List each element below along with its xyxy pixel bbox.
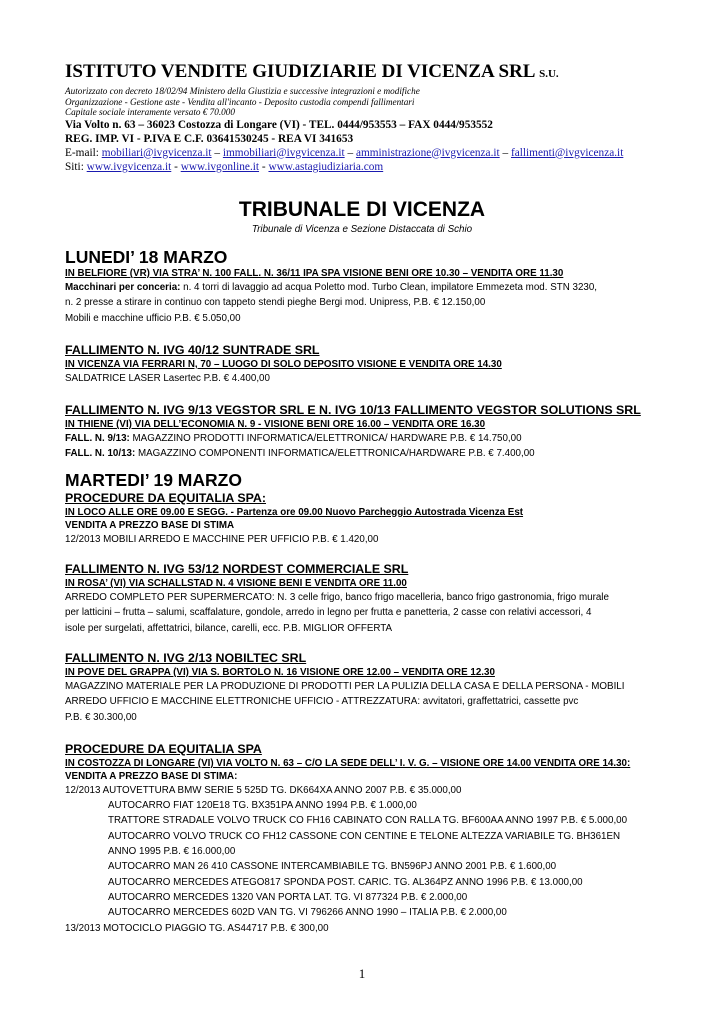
- item-text: MAGAZZINO PRODOTTI INFORMATICA/ELETTRONICA/ HARDWARE P.B. € 14.750,00: [129, 433, 522, 445]
- section-suntrade: [65, 342, 677, 386]
- separator: –: [499, 146, 511, 159]
- registry-line: REG. IMP. VI - P.IVA E C.F. 03641530245 - REA VI 341653: [65, 132, 354, 145]
- section-location: IN POVE DEL GRAPPA (VI) VIA S. BORTOLO N. 16 VISIONE ORE 12.00 – VENDITA ORE 12.30: [65, 666, 495, 678]
- company-title: ISTITUTO VENDITE GIUDIZIARIE DI VICENZA SRL: [65, 61, 535, 82]
- section-line: per latticini – frutta – salumi, scaffalature, gondole, arredo in legno per frutta e panetteria, 2 casse con relativi accessori, 4: [65, 607, 592, 619]
- section-line: ARREDO COMPLETO PER SUPERMERCATO: N. 3 celle frigo, banco frigo macelleria, banco frigo gastronomia, frigo murale: [65, 592, 609, 604]
- spacer: [65, 547, 677, 561]
- section-belfiore: [65, 267, 677, 326]
- spacer: [65, 636, 677, 650]
- list-item: 12/2013 AUTOVETTURA BMW SERIE 5 525D TG. DK664XA ANNO 2007 P.B. € 35.000,00: [65, 784, 462, 796]
- section-location: IN COSTOZZA DI LONGARE (VI) VIA VOLTO N. 63 – C/O LA SEDE DELL’ I. V. G. – VISIONE ORE 14.00 VENDITA ORE 14.30:: [65, 757, 631, 769]
- activities-line: Organizzazione - Gestione aste - Vendita all'incanto - Deposito custodia compendi fallimentari: [65, 96, 415, 107]
- separator: –: [344, 146, 356, 159]
- company-name: [65, 60, 685, 86]
- court-subtitle: Tribunale di Vicenza e Sezione Distaccata di Schio: [251, 224, 473, 235]
- email-link-immobiliari[interactable]: immobiliari@ivgvicenza.it: [222, 146, 345, 159]
- item-label: FALL. N. 9/13:: [65, 433, 130, 445]
- list-item: AUTOCARRO FIAT 120E18 TG. BX351PA ANNO 1994 P.B. € 1.000,00: [108, 800, 417, 812]
- list-item: AUTOCARRO MERCEDES ATEGO817 SPONDA POST. CARIC. TG. AL364PZ ANNO 1996 P.B. € 13.000,00: [108, 876, 583, 888]
- spacer: [65, 326, 677, 342]
- section-location: IN VICENZA VIA FERRARI N, 70 – LUOGO DI SOLO DEPOSITO VISIONE E VENDITA ORE 14.30: [65, 358, 502, 370]
- list-item: ANNO 1995 P.B. € 16.000,00: [108, 846, 236, 858]
- section-line: [65, 431, 677, 446]
- page-number: 1: [358, 966, 366, 981]
- letterhead: [65, 60, 685, 174]
- section-title: PROCEDURE DA EQUITALIA SPA: [65, 741, 262, 756]
- court-title: TRIBUNALE DI VICENZA: [238, 198, 486, 221]
- address-line: Via Volto n. 63 – 36023 Costozza di Longare (VI) - TEL. 0444/953553 – FAX 0444/953552: [65, 118, 493, 131]
- site-link-astagiudiziaria[interactable]: www.astagiudiziaria.com: [268, 160, 384, 173]
- section-line: SALDATRICE LASER Lasertec P.B. € 4.400,00: [65, 372, 270, 384]
- site-link-ivgvicenza[interactable]: www.ivgvicenza.it: [86, 160, 172, 173]
- vehicle-list: [65, 783, 677, 936]
- section-location: IN BELFIORE (VR) VIA STRA’ N. 100 FALL. N. 36/11 IPA SPA VISIONE BENI ORE 10.30 – VENDITA ORE 11.30: [65, 268, 564, 279]
- list-item: AUTOCARRO VOLVO TRUCK CO FH12 CASSONE CON CENTINE E TELONE ALTEZZA VARIABILE TG. BH361EN: [108, 830, 621, 842]
- section-line: 12/2013 MOBILI ARREDO E MACCHINE PER UFFICIO P.B. € 1.420,00: [65, 533, 379, 545]
- day-heading-tuesday: MARTEDI’ 19 MARZO: [65, 469, 242, 490]
- list-item: TRATTORE STRADALE VOLVO TRUCK CO FH16 CABINATO CON RALLA TG. BF600AA ANNO 1997 P.B. € 5.000,00: [108, 815, 628, 827]
- section-location: IN ROSA’ (VI) VIA SCHALLSTAD N. 4 VISIONE BENI E VENDITA ORE 11.00: [65, 578, 407, 590]
- separator: -: [171, 160, 181, 173]
- line-text: n. 4 torri di lavaggio ad acqua Poletto mod. Turbo Clean, impilatore Emmezeta mod. STN 3230,: [180, 282, 598, 293]
- separator: –: [211, 146, 223, 159]
- section-line: isole per surgelati, affettatrici, bilance, carelli, ecc. P.B. MIGLIOR OFFERTA: [65, 622, 393, 634]
- list-item: 13/2013 MOTOCICLO PIAGGIO TG. AS44717 P.B. € 300,00: [65, 922, 329, 934]
- list-item: AUTOCARRO MERCEDES 602D VAN TG. VI 796266 ANNO 1990 – ITALIA P.B. € 2.000,00: [108, 907, 507, 919]
- sites-line: [65, 160, 685, 174]
- email-label: E-mail:: [65, 146, 102, 159]
- section-note: VENDITA A PREZZO BASE DI STIMA:: [65, 770, 238, 782]
- section-note: VENDITA A PREZZO BASE DI STIMA: [65, 519, 235, 531]
- section-title: FALLIMENTO N. IVG 2/13 NOBILTEC SRL: [65, 650, 307, 665]
- section-line: n. 2 presse a stirare in continuo con tappeto stendi pieghe Bergi mod. Unipress, P.B. € 12.150,00: [65, 297, 486, 309]
- email-line: [65, 146, 685, 160]
- email-link-fallimenti[interactable]: fallimenti@ivgvicenza.it: [510, 146, 624, 159]
- authorization-line: Autorizzato con decreto 18/02/94 Ministero della Giustizia e successive integrazioni e modifiche: [65, 86, 420, 96]
- sites-label: Siti:: [65, 160, 87, 173]
- section-line: [65, 446, 677, 461]
- bold-label: Macchinari per conceria:: [65, 282, 181, 293]
- section-equitalia-1: [65, 490, 677, 547]
- email-link-mobiliari[interactable]: mobiliari@ivgvicenza.it: [101, 146, 212, 159]
- section-title: FALLIMENTO N. IVG 9/13 VEGSTOR SRL E N. IVG 10/13 FALLIMENTO VEGSTOR SOLUTIONS SRL: [65, 403, 641, 418]
- section-title: FALLIMENTO N. IVG 40/12 SUNTRADE SRL: [65, 342, 320, 357]
- section-nobiltec: [65, 650, 677, 725]
- section-vegstor: [65, 402, 677, 462]
- capital-line: Capitale sociale interamente versato € 70.000: [65, 107, 235, 117]
- site-link-ivgonline[interactable]: www.ivgonline.it: [180, 160, 260, 173]
- list-item: AUTOCARRO MERCEDES 1320 VAN PORTA LAT. TG. VI 877324 P.B. € 2.000,00: [108, 891, 468, 903]
- company-title-suffix: S.U.: [539, 68, 559, 80]
- section-line: P.B. € 30.300,00: [65, 711, 137, 723]
- section-equitalia-2: [65, 741, 677, 936]
- section-nordest: [65, 561, 677, 636]
- section-location: IN THIENE (VI) VIA DELL’ECONOMIA N. 9 - VISIONE BENI ORE 16.00 – VENDITA ORE 16.30: [65, 419, 486, 431]
- day-heading-monday: LUNEDI’ 18 MARZO: [65, 247, 228, 267]
- separator: -: [259, 160, 269, 173]
- section-line: [65, 280, 677, 295]
- section-line: MAGAZZINO MATERIALE PER LA PRODUZIONE DI PRODOTTI PER LA PULIZIA DELLA CASA E DELLA PERSONA - MOBILI: [65, 680, 625, 692]
- item-label: FALL. N. 10/13:: [65, 448, 136, 460]
- section-title: PROCEDURE DA EQUITALIA SPA:: [65, 490, 267, 505]
- section-line: Mobili e macchine ufficio P.B. € 5.050,00: [65, 312, 241, 324]
- spacer: [65, 725, 677, 741]
- section-line: ARREDO UFFICIO E MACCHINE ELETTRONICHE UFFICIO - ATTREZZATURA: avvitatori, graffettatrici, cassette pvc: [65, 696, 579, 708]
- section-title: FALLIMENTO N. IVG 53/12 NORDEST COMMERCIALE SRL: [65, 562, 409, 577]
- email-link-amministrazione[interactable]: amministrazione@ivgvicenza.it: [355, 146, 500, 159]
- auction-schedule: [65, 247, 677, 936]
- list-item: AUTOCARRO MAN 26 410 CASSONE INTERCAMBIABILE TG. BN596PJ ANNO 2001 P.B. € 1.600,00: [108, 861, 557, 873]
- section-location: IN LOCO ALLE ORE 09.00 E SEGG. - Partenza ore 09.00 Nuovo Parcheggio Autostrada Vicenza Est: [65, 506, 524, 518]
- spacer: [65, 386, 677, 402]
- item-text: MAGAZZINO COMPONENTI INFORMATICA/ELETTRONICA/HARDWARE P.B. € 7.400,00: [135, 448, 535, 460]
